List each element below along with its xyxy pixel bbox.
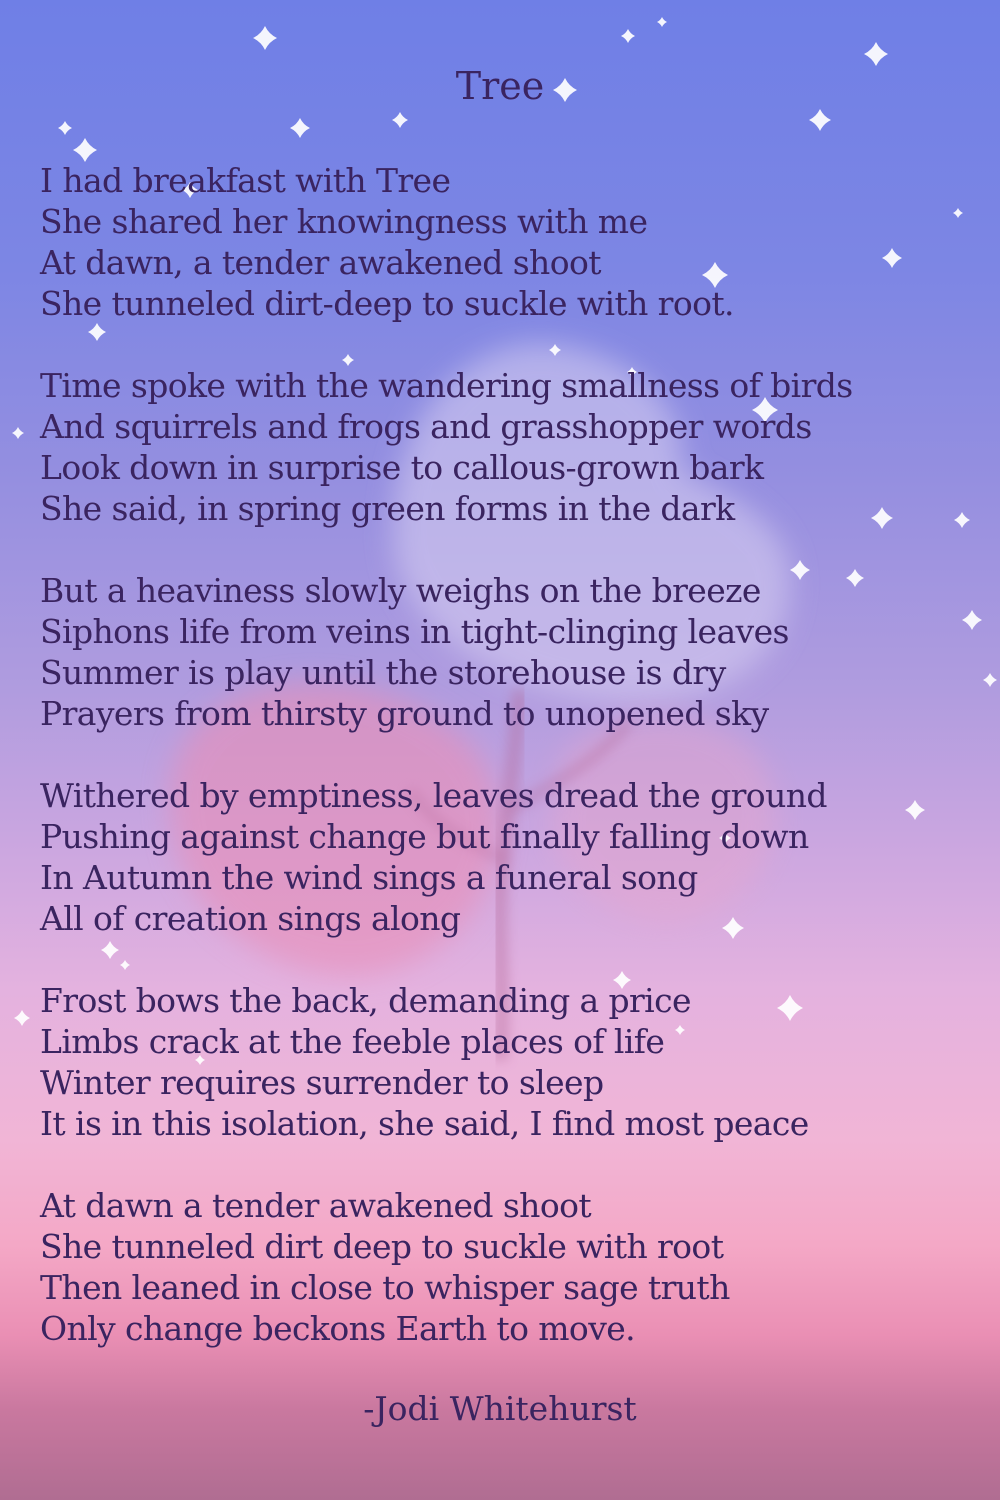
stanza-6 <box>40 1185 970 1349</box>
poem-line: Then leaned in close to whisper sage truth <box>40 1268 730 1307</box>
poem-line: It is in this isolation, she said, I find most peace <box>40 1104 809 1143</box>
poem-line: Look down in surprise to callous-grown bark <box>40 448 764 487</box>
poem-line: Winter requires surrender to sleep <box>40 1063 604 1102</box>
stanza-4 <box>40 775 970 939</box>
poem-line: She tunneled dirt deep to suckle with root <box>40 1227 724 1266</box>
poem-line: Time spoke with the wandering smallness of birds <box>40 366 853 405</box>
poem-line: Frost bows the back, demanding a price <box>40 981 691 1020</box>
poem-title: Tree <box>455 64 545 108</box>
poem-line: All of creation sings along <box>40 899 461 938</box>
poem-line: And squirrels and frogs and grasshopper words <box>40 407 812 446</box>
stanza-5 <box>40 980 970 1144</box>
poem-line: She tunneled dirt-deep to suckle with root. <box>40 284 734 323</box>
poem-line: Prayers from thirsty ground to unopened sky <box>40 694 769 733</box>
stanza-1 <box>40 160 970 324</box>
poem-line: Summer is play until the storehouse is dry <box>40 653 726 692</box>
poem-line: In Autumn the wind sings a funeral song <box>40 858 698 897</box>
poem-line: She said, in spring green forms in the dark <box>40 489 735 528</box>
poem-line: Pushing against change but finally falling down <box>40 817 809 856</box>
poem-line: But a heaviness slowly weighs on the breeze <box>40 571 761 610</box>
poem-author <box>0 1388 1000 1430</box>
stanza-3 <box>40 570 970 734</box>
poem-line: Siphons life from veins in tight-clinging leaves <box>40 612 789 651</box>
poem-line: Only change beckons Earth to move. <box>40 1309 636 1348</box>
poem-line: Limbs crack at the feeble places of life <box>40 1022 665 1061</box>
stanza-2 <box>40 365 970 529</box>
author-name: -Jodi Whitehurst <box>363 1389 637 1428</box>
poem-line: At dawn, a tender awakened shoot <box>40 243 601 282</box>
poem-line: She shared her knowingness with me <box>40 202 648 241</box>
poem-line: I had breakfast with Tree <box>40 161 451 200</box>
poem-line: Withered by emptiness, leaves dread the ground <box>40 776 827 815</box>
poem-line: At dawn a tender awakened shoot <box>40 1186 592 1225</box>
